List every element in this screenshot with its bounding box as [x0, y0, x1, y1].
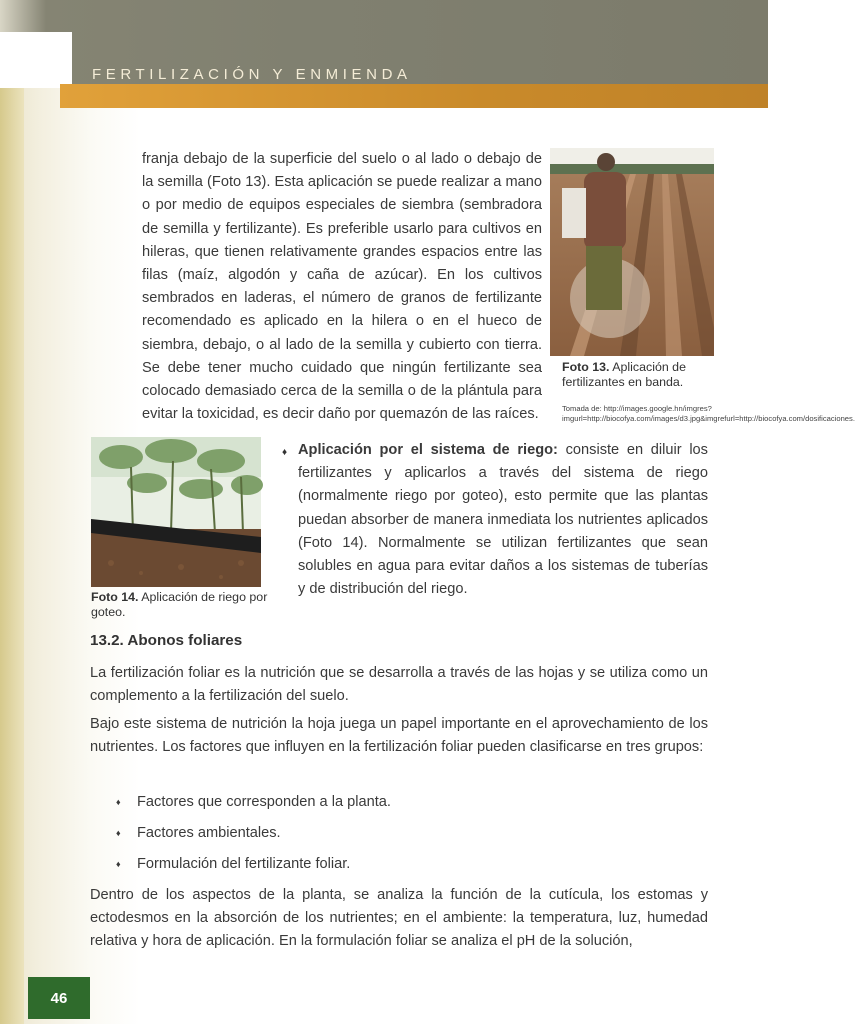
paragraph-final-text: Dentro de los aspectos de la planta, se analiza la función de la cutícula, los estomas y ectodesmos en la absorción de los nutrientes; en el ambiente: la temperatura, luz, humedad relativa y hora de aplicación. En la formulación foliar se analiza el pH de la solución, [90, 887, 708, 950]
list-item-text: Factores ambientales. [137, 825, 281, 841]
header-tab [0, 32, 72, 88]
list-item [116, 791, 391, 813]
bullet-icon: ♦ [116, 828, 121, 839]
paragraph-top [142, 148, 542, 426]
bullet-icon: ♦ [116, 797, 121, 808]
photo-14-caption [91, 590, 271, 620]
photo-13-caption [562, 360, 722, 390]
paragraph-foliar-2 [90, 713, 708, 759]
paragraph-foliar-2-text: Bajo este sistema de nutrición la hoja juega un papel importante en el aprovechamiento de los nutrientes. Los factores que influyen en la fertilización foliar pueden clasificarse en tres grupos: [90, 716, 708, 756]
paragraph-top-text: franja debajo de la superficie del suelo o al lado o debajo de la semilla (Foto 13). Esta aplicación se puede realizar a mano o por medio de equipos especiales de siembra (sembradora de semilla y fertilizante). Es preferible usarlo para cultivos en hileras, que tienen relativamente grandes espacios entre las filas (maíz, algodón y caña de azúcar). En los cultivos sembrados en laderas, el número de granos de fertilizante recomendado es aplicado en la hilera o en el hueco de siembra, debajo, o al lado de la semilla y cubierto con tierra. Se debe tener mucho cuidado que ningún fertilizante sea colocado demasiado cerca de la semilla o de la plántula para evitar la toxicidad, es decir daño por quemazón de las raíces. [142, 151, 542, 423]
photo-13-label: Foto 13. [562, 360, 610, 374]
paragraph-foliar-1 [90, 662, 708, 708]
list-item [116, 822, 281, 844]
photo-14 [91, 437, 261, 587]
page-number: 46 [28, 977, 90, 1019]
bullet-icon: ♦ [116, 859, 121, 870]
list-item [116, 853, 350, 875]
list-item-text: Factores que corresponden a la planta. [137, 794, 391, 810]
paragraph-riego [298, 439, 708, 601]
paragraph-foliar-1-text: La fertilización foliar es la nutrición que se desarrolla a través de las hojas y se utiliza como un complemento a la fertilización del suelo. [90, 665, 708, 705]
header-accent-bar [60, 84, 768, 108]
photo-14-caption-text: Aplicación de riego por goteo. [91, 590, 268, 619]
photo-13 [550, 148, 714, 356]
photo-14-label: Foto 14. [91, 590, 139, 604]
riego-title: Aplicación por el sistema de riego: [298, 442, 558, 458]
paragraph-final [90, 884, 708, 954]
bullet-icon: ♦ [282, 447, 288, 458]
photo-13-credit: Tomada de: http://images.google.hn/imgres?imgurl=http://biocofya.com/images/d3.jpg&imgrefurl=http://biocofya.com/dosificaciones. [562, 404, 855, 423]
list-item-text: Formulación del fertilizante foliar. [137, 856, 351, 872]
chapter-title: FERTILIZACIÓN Y ENMIENDA [92, 66, 412, 83]
section-title: 13.2. Abonos foliares [90, 632, 243, 649]
riego-text: consiste en diluir los fertilizantes y aplicarlos a través del sistema de riego (normalmente riego por goteo), esto permite que las plantas puedan absorber de manera inmediata los nutrientes aplicados (Foto 14). Normalmente se utilizan fertilizantes que sean solubles en agua para evitar daños a los sistemas de tuberías y de distribución del riego. [298, 442, 708, 598]
photo-13-caption-text: Aplicación de fertilizantes en banda. [562, 360, 686, 389]
side-strip [0, 32, 24, 1024]
